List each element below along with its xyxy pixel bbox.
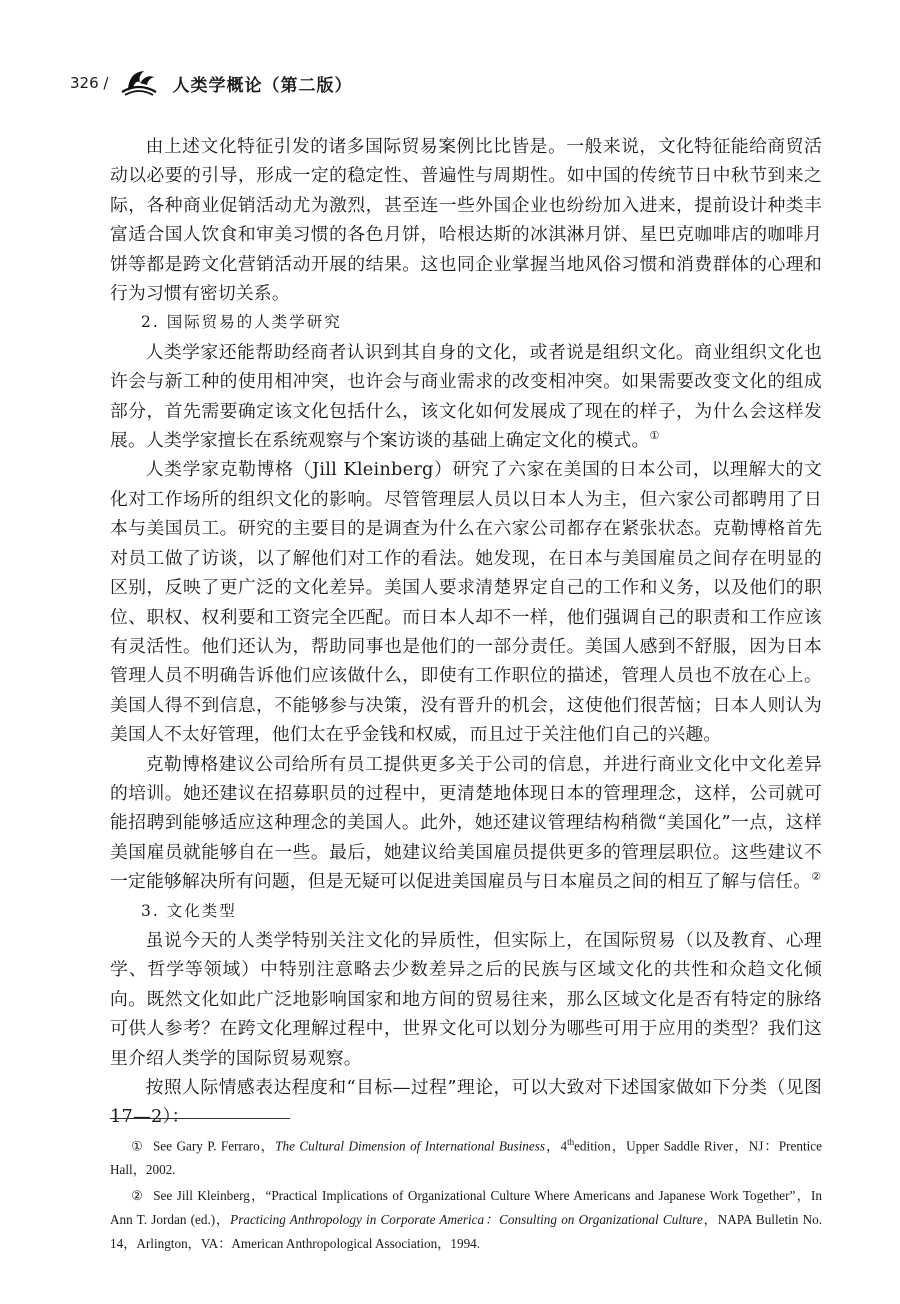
footnote-ref-1[interactable]: ① <box>649 429 660 443</box>
paragraph-1-text: 由上述文化特征引发的诸多国际贸易案例比比皆是。一般来说，文化特征能给商贸活动以必要的引导，形成一定的稳定性、普遍性与周期性。如中国的传统节日中秋节到来之际，各种商业促销活动尤为激烈，甚至连一些外国企业也纷纷加入进来，提前设计种类丰富适合国人饮食和审美习惯的各色月饼，哈根达斯的冰淇淋月饼、星巴克咖啡店的咖啡月饼等都是跨文化营销活动开展的结果。这也同企业掌握当地风俗习惯和消费群体的心理和行为习惯有密切关系。 <box>110 136 822 305</box>
section-heading-3: 3. 文化类型 <box>141 901 237 920</box>
book-logo-icon <box>118 68 160 98</box>
footnote-1 <box>110 1130 822 1182</box>
main-text <box>110 132 822 1132</box>
footnote-1-text-a: See Gary P. Ferraro， <box>152 1138 276 1154</box>
footnote-1-mark: ① <box>131 1138 145 1154</box>
book-title: 人类学概论（第二版） <box>172 75 353 96</box>
footnote-1-title: The Cultural Dimension of International Business <box>275 1138 545 1154</box>
footnote-2-title: Practicing Anthropology in Corporate America：Consulting on Organizational Culture <box>230 1212 703 1228</box>
paragraph-2 <box>110 338 822 456</box>
paragraph-1 <box>110 132 822 308</box>
footnote-2 <box>110 1184 822 1256</box>
section-heading-2: 2. 国际贸易的人类学研究 <box>141 313 342 332</box>
paragraph-4-text: 克勒博格建议公司给所有员工提供更多关于公司的信息，并进行商业文化中文化差异的培训。她还建议在招募职员的过程中，更清楚地体现日本的管理理念，这样，公司就可能招聘到能够适应这种理念的美国人。此外，她还建议管理结构稍微“美国化”一点，这样美国雇员就能够自在一些。最后，她建议给美国雇员提供更多的管理层职位。这些建议不一定能够解决所有问题，但是无疑可以促进美国雇员与日本雇员之间的相互了解与信任。 <box>110 753 822 893</box>
footnote-1-text-b: ，4 <box>544 1138 568 1154</box>
footnote-2-text-a: See Jill Kleinberg，“Practical Implications of Organizational Culture Where Americans and Japanese Work Together”，In Ann T. Jordan (ed.)， <box>110 1188 823 1228</box>
footnotes <box>110 1130 822 1258</box>
footnote-1-text-c: edition，Upper Saddle River，NJ：Prentice Hall，2002. <box>110 1138 823 1178</box>
footnote-1-sup: th <box>567 1137 575 1147</box>
paragraph-2-text: 人类学家还能帮助经商者认识到其自身的文化，或者说是组织文化。商业组织文化也许会与新工种的使用相冲突，也许会与商业需求的改变相冲突。如果需要改变文化的组成部分，首先需要确定该文化包括什么，该文化如何发展成了现在的样子，为什么会这样发展。人类学家擅长在系统观察与个案访谈的基础上确定文化的模式。 <box>110 341 822 452</box>
paragraph-6: 按照人际情感表达程度和“目标—过程”理论，可以大致对下述国家做如下分类（见图 17—2）： <box>110 1077 822 1128</box>
footnote-2-mark: ② <box>131 1188 145 1204</box>
paragraph-4 <box>110 750 822 897</box>
footnote-2-text-b: ，NAPA Bulletin No. 14，Arlington，VA：American Anthropological Association，1994. <box>110 1212 823 1252</box>
paragraph-5: 虽说今天的人类学特别关注文化的异质性，但实际上，在国际贸易（以及教育、心理学、哲学等领域）中特别注意略去少数差异之后的民族与区域文化的共性和众趋文化倾向。既然文化如此广泛地影响国家和地方间的贸易往来，那么区域文化是否有特定的脉络可供人参考？在跨文化理解过程中，世界文化可以划分为哪些可用于应用的类型？我们这里介绍人类学的国际贸易观察。 <box>110 929 822 1069</box>
paragraph-3: 人类学家克勒博格（Jill Kleinberg）研究了六家在美国的日本公司，以理解大的文化对工作场所的组织文化的影响。尽管管理层人员以日本人为主，但六家公司都聘用了日本与美国员工。研究的主要目的是调查为什么在六家公司都存在紧张状态。克勒博格首先对员工做了访谈，以了解他们对工作的看法。她发现，在日本与美国雇员之间存在明显的区别，反映了更广泛的文化差异。美国人要求清楚界定自己的工作和义务，以及他们的职位、职权、权利要和工资完全匹配。而日本人却不一样，他们强调自己的职责和工作应该有灵活性。他们还认为，帮助同事也是他们的一部分责任。美国人感到不舒服，因为日本管理人员不明确告诉他们应该做什么，即使有工作职位的描述，管理人员也不放在心上。美国人得不到信息，不能够参与决策，没有晋升的机会，这使他们很苦恼；日本人则认为美国人不太好管理，他们太在乎金钱和权威，而且过于关注他们自己的兴趣。 <box>110 459 822 746</box>
footnote-ref-2[interactable]: ② <box>811 870 822 884</box>
footnote-divider <box>110 1118 290 1119</box>
page-header <box>70 66 352 100</box>
page-number: 326 / <box>70 74 109 92</box>
